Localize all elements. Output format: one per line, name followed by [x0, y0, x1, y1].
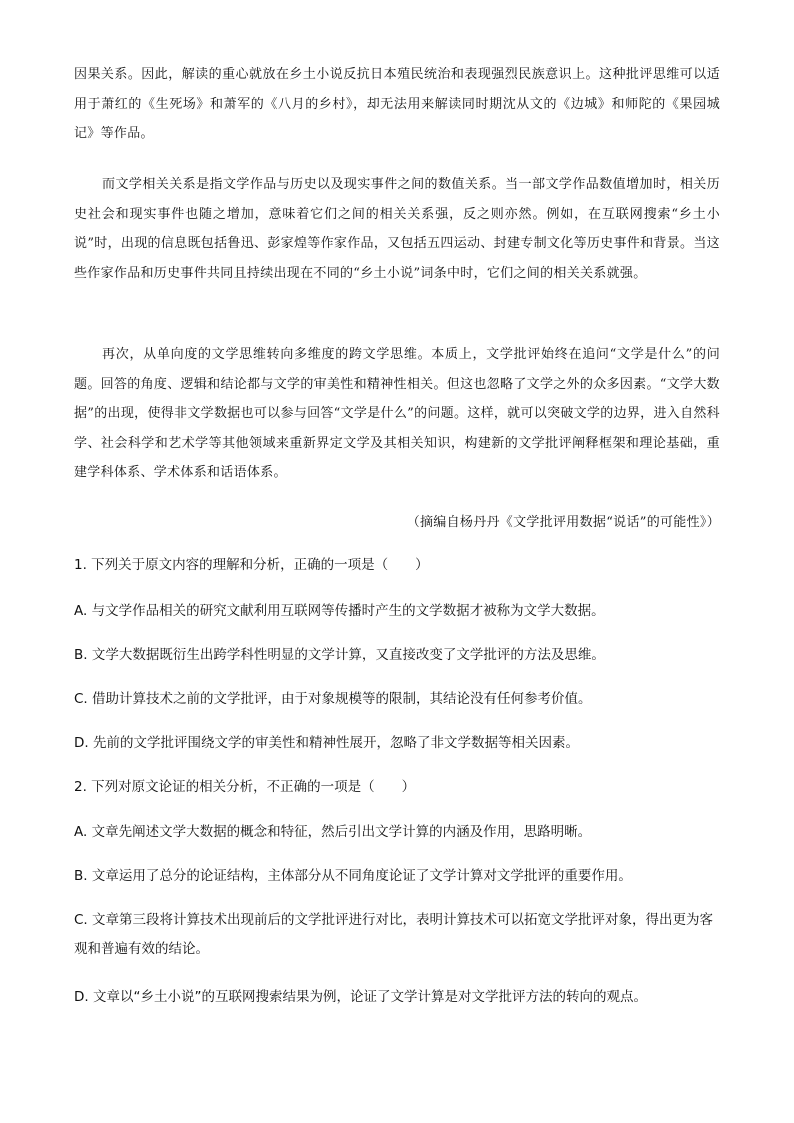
question-1-option-b: B. 文学大数据既衍生出跨学科性明显的文学计算，又直接改变了文学批评的方法及思维。 — [74, 647, 605, 663]
passage-paragraph-3: 再次，从单向度的文学思维转向多维度的跨文学思维。本质上，文学批评始终在追问“文学是什么”的问题。回答的角度、逻辑和结论都与文学的审美性和精神性相关。但这也忽略了文学之外的众多因素。“文学大数据”的出现，使得非文学数据也可以参与回答“文学是什么”的问题。这样，就可以突破文学的边界，进入自然科学、社会科学和艺术学等其他领域来重新界定文学及其相关知识，构建新的文学批评阐释框架和理论基础，重建学科体系、学术体系和话语体系。 — [74, 347, 720, 480]
question-1-stem: 1. 下列关于原文内容的理解和分析，正确的一项是（ ） — [74, 557, 429, 573]
question-2-option-b: B. 文章运用了总分的论证结构，主体部分从不同角度论证了文学计算对文学批评的重要作用。 — [74, 868, 632, 884]
question-2-option-c: C. 文章第三段将计算技术出现前后的文学批评进行对比，表明计算技术可以拓宽文学批评对象，得出更为客观和普遍有效的结论。 — [74, 912, 714, 957]
question-2-option-d: D. 文章以“乡土小说”的互联网搜索结果为例，论证了文学计算是对文学批评方法的转向的观点。 — [74, 989, 647, 1005]
passage-paragraph-1: 因果关系。因此，解读的重心就放在乡土小说反抗日本殖民统治和表现强烈民族意识上。这种批评思维可以适用于萧红的《生死场》和萧军的《八月的乡村》，却无法用来解读同时期沈从文的《边城》和师陀的《果园城记》等作品。 — [74, 67, 720, 141]
question-1-option-d: D. 先前的文学批评围绕文学的审美性和精神性展开，忽略了非文学数据等相关因素。 — [74, 735, 579, 751]
question-2-option-a: A. 文章先阐述文学大数据的概念和特征，然后引出文学计算的内涵及作用，思路明晰。 — [74, 824, 592, 840]
passage-paragraph-2: 而文学相关关系是指文学作品与历史以及现实事件之间的数值关系。当一部文学作品数值增加时，相关历史社会和现实事件也随之增加，意味着它们之间的相关关系强，反之则亦然。例如，在互联网搜索“乡土小说”时，出现的信息既包括鲁迅、彭家煌等作家作品，又包括五四运动、封建专制文化等历史事件和背景。当这些作家作品和历史事件共同且持续出现在不同的“乡土小说”词条中时，它们之间的相关关系就强。 — [74, 177, 720, 281]
question-2-stem: 2. 下列对原文论证的相关分析，不正确的一项是（ ） — [74, 779, 416, 795]
passage-source: （摘编自杨丹丹《文学批评用数据“说话”的可能性》） — [406, 515, 720, 530]
question-1-option-c: C. 借助计算技术之前的文学批评，由于对象规模等的限制，其结论没有任何参考价值。 — [74, 691, 592, 707]
question-1-option-a: A. 与文学作品相关的研究文献利用互联网等传播时产生的文学数据才被称为文学大数据。 — [74, 603, 605, 619]
